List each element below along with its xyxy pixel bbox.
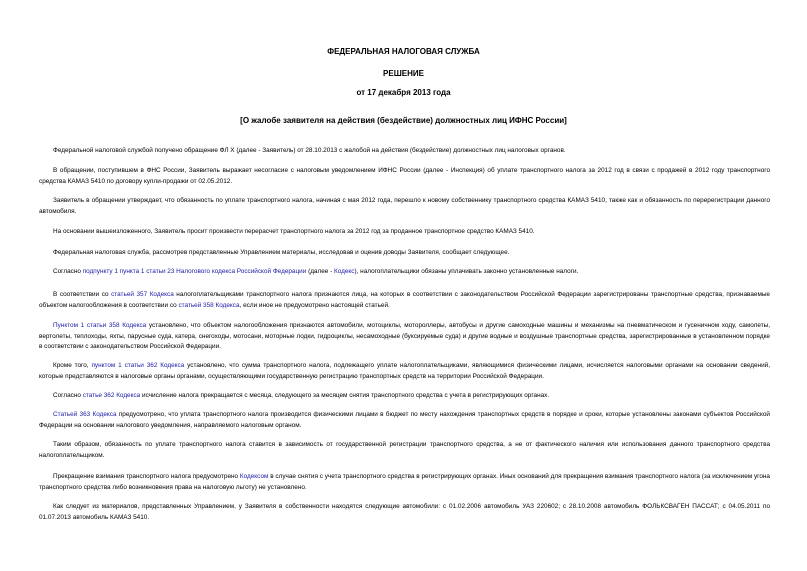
paragraph-text: установлено, что сумма транспортного налога, подлежащего уплате налогоплательщиками, являющимися физическими лицами, исчисляется налоговыми органами на основании сведений, которые представляются в налоговые органы органами, осуществляющими государственную регистрацию транспортных средств на территории Российской Федерации. (39, 362, 770, 380)
paragraph-text: Таким образом, обязанность по уплате транспортного налога ставится в зависимость от государственной регистрации транспортного средства, а не от фактического наличия или использования данного транспортного средства налогоплательщиком. (39, 441, 770, 459)
paragraph-text: в случае снятия с учета транспортного средства в регистрирующих органах. Иных оснований для прекращения взимания транспортного налога (за исключением угона транспортного средства либо возникновения права на налоговую льготу) не установлено. (39, 473, 770, 491)
body-paragraph (39, 146, 770, 157)
law-reference-link[interactable]: Кодекс (334, 268, 355, 275)
paragraph-text: Кроме того, (53, 362, 92, 369)
law-reference-link[interactable]: подпункту 1 пункта 1 статьи 23 Налогового кодекса Российской Федерации (82, 268, 307, 275)
law-reference-link[interactable]: Статьей 363 Кодекса (53, 411, 117, 418)
body-paragraph (39, 410, 770, 431)
body-paragraph (39, 502, 770, 523)
body-paragraph (39, 290, 770, 311)
law-reference-link[interactable]: Кодексом (239, 473, 269, 480)
paragraph-text: В соответствии со (53, 291, 112, 298)
body-paragraph (39, 227, 770, 238)
body-paragraph (39, 361, 770, 382)
body-paragraph (39, 267, 770, 278)
paragraph-text: Согласно (53, 268, 83, 275)
paragraph-text: налогоплательщиками транспортного налога признаются лица, на которых в соответствии с законодательством Российской Федерации зарегистрированы транспортные средства, признаваемые объектом налогообложения в соответствии со (39, 291, 770, 309)
body-paragraph (39, 391, 770, 402)
paragraph-text: , если иное не предусмотрено настоящей статьей. (239, 301, 390, 309)
body-paragraph (39, 440, 770, 461)
law-reference-link[interactable]: пунктом 1 статьи 362 Кодекса (91, 362, 185, 369)
document-subject: [О жалобе заявителя на действия (бездействие) должностных лиц ИФНС России] (240, 116, 567, 125)
paragraph-text: На основании вышеизложенного, Заявитель просит произвести перерасчет транспортного налога за 2012 год за проданное транспортное средство КАМАЗ 5410. (53, 228, 535, 235)
body-paragraph (39, 321, 770, 353)
paragraph-text: Согласно (53, 392, 83, 399)
paragraph-text: (далее - (306, 268, 335, 275)
paragraph-text: установлено, что объектом налогообложения признаются автомобили, мотоциклы, мотороллеры, автобусы и другие самоходные машины и механизмы на пневматическом и гусеничном ходу, самолеты, вертолеты, теплоходы, яхты, парусные суда, катера, снегоходы, мотосани, моторные лодки, гидроциклы, несамоходные (буксируемые суда) и другие водные и воздушные транспортные средства, зарегистрированные в установленном порядке в соответствии с законодательством Российской Федерации. (39, 322, 770, 350)
body-paragraph (39, 166, 770, 187)
paragraph-text: исчисление налога прекращается с месяца, следующего за месяцем снятия транспортного средства с учета в регистрирующих органах. (140, 392, 550, 399)
document-type-title: РЕШЕНИЕ (383, 69, 424, 78)
law-reference-link[interactable]: статьей 357 Кодекса (111, 291, 174, 298)
paragraph-text: ), налогоплательщики обязаны уплачивать законно установленные налоги. (354, 268, 579, 275)
law-reference-link[interactable]: статьей 358 Кодекса (178, 301, 240, 309)
paragraph-text: Прекращение взимания транспортного налога предусмотрено (53, 473, 240, 480)
document-date: от 17 декабря 2013 года (356, 88, 451, 97)
paragraph-text: Как следует из материалов, представленных Управлением, у Заявителя в собственности находятся следующие автомобили: с 01.02.2006 автомобиль УАЗ 220602; с 28.10.2008 автомобиль ФОЛЬКСВАГЕН ПАССАТ; с 04.05.2011 по 01.07.2013 автомобиль КАМАЗ 5410. (39, 503, 770, 521)
paragraph-text: предусмотрено, что уплата транспортного налога производится физическими лицами в бюджет по месту нахождения транспортных средств в порядке и сроки, которые установлены законами субъектов Российской Федерации на основании налогового уведомления, направляемого налоговым органом. (39, 411, 770, 429)
body-paragraph (39, 472, 770, 493)
paragraph-text: Федеральной налоговой службой получено обращение ФЛ Х (далее - Заявитель) от 28.10.2013 с жалобой на действия (бездействие) должностных лиц налоговых органов. (53, 147, 566, 154)
law-reference-link[interactable]: Пунктом 1 статьи 358 Кодекса (53, 322, 147, 329)
paragraph-text: Федеральная налоговая служба, рассмотрев представленные Управлением материалы, исследовав и оценив доводы Заявителя, сообщает следующее. (53, 249, 510, 256)
body-paragraph (39, 196, 770, 217)
body-paragraph (39, 248, 770, 259)
paragraph-text: В обращении, поступившем в ФНС России, Заявитель выражает несогласие с налоговым уведомлением ИФНС России (далее - Инспекция) об уплате транспортного налога за 2012 год в связи с продажей в 2012 году транспортного средства КАМАЗ 5410 по договору купли-продажи от 02.05.2012. (39, 167, 770, 185)
paragraph-text: Заявитель в обращении утверждает, что обязанность по уплате транспортного налога, начиная с мая 2012 года, перешло к новому собственнику транспортного средства КАМАЗ 5410, также как и обязанность по перерегистрации данного автомобиля. (39, 197, 770, 215)
law-reference-link[interactable]: статье 362 Кодекса (82, 392, 141, 399)
organization-title: ФЕДЕРАЛЬНАЯ НАЛОГОВАЯ СЛУЖБА (327, 47, 480, 56)
